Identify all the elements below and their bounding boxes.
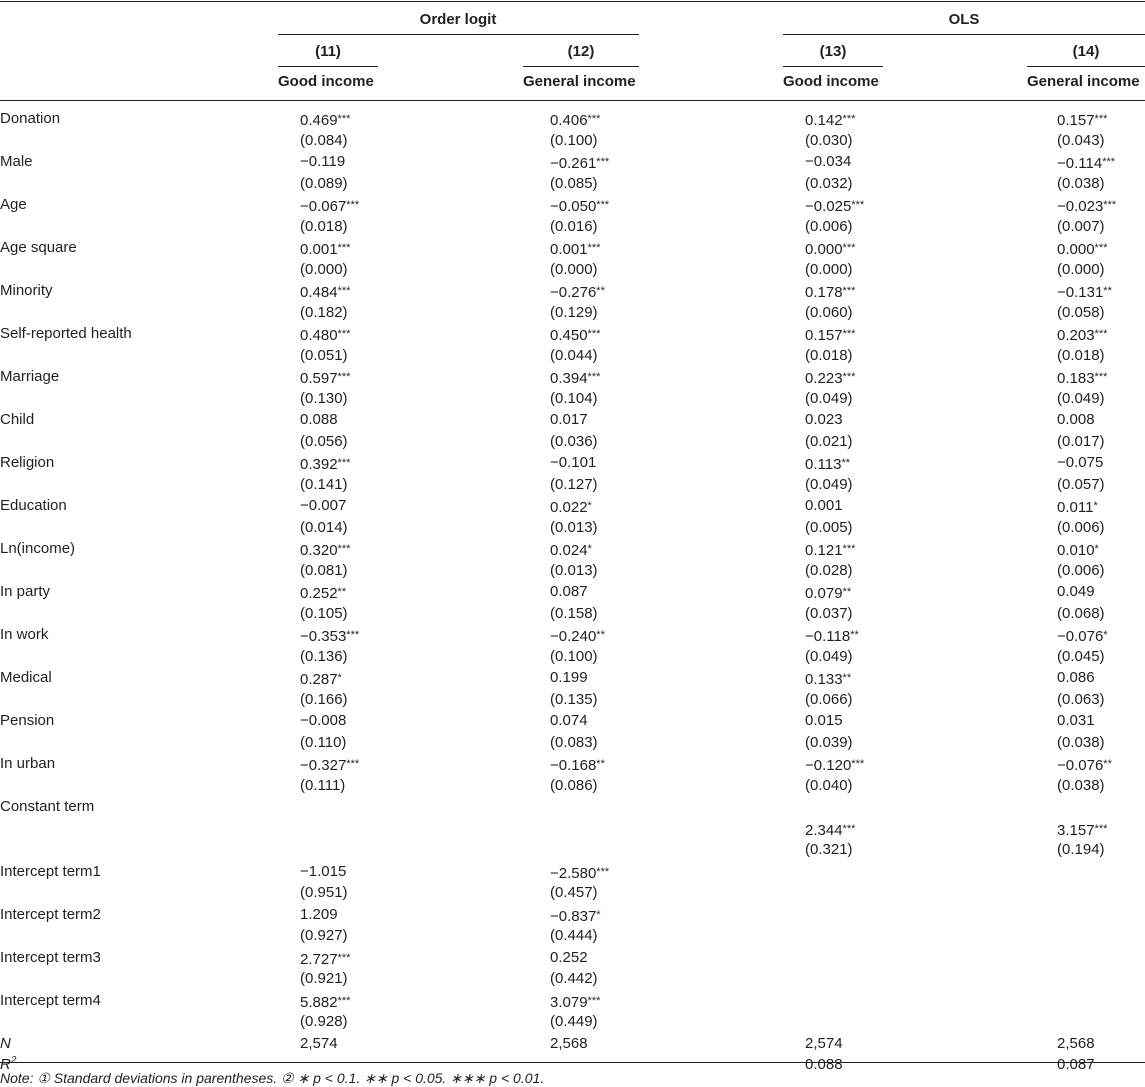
table-row — [0, 560, 1145, 582]
significance-stars: *** — [842, 543, 856, 555]
cell-col14: (0.058) — [1057, 303, 1105, 321]
table-row — [0, 753, 1145, 775]
cell-col13: (0.040) — [805, 776, 853, 794]
cell-col14: 0.049 — [1057, 583, 1095, 600]
cell-col12: −0.261*** — [550, 155, 610, 172]
cell-col12: 3.079*** — [550, 993, 601, 1011]
significance-stars: *** — [337, 371, 351, 383]
table-row — [0, 388, 1145, 410]
table-row — [0, 302, 1145, 324]
row-label: Intercept term2 — [0, 905, 101, 923]
significance-stars: ** — [841, 457, 850, 469]
table-row — [0, 130, 1145, 152]
row-label: In party — [0, 583, 51, 600]
cell-col11: (0.111) — [300, 776, 346, 794]
significance-stars: ** — [337, 586, 347, 598]
significance-stars: *** — [851, 199, 865, 211]
row-label: Minority — [0, 282, 53, 299]
cell-col14: (0.006) — [1057, 518, 1105, 536]
cell-col12: (0.100) — [550, 647, 598, 665]
cell-col11: (0.182) — [300, 303, 348, 321]
table-row — [0, 925, 1145, 947]
table-row — [0, 366, 1145, 388]
cell-col11: (0.141) — [300, 475, 348, 493]
table-row — [0, 108, 1145, 130]
significance-stars: *** — [337, 113, 351, 125]
cell-col12: 0.087 — [550, 583, 588, 600]
cell-col11: (0.110) — [300, 733, 347, 751]
cell-col12: (0.000) — [550, 260, 598, 278]
significance-stars: * — [596, 908, 601, 921]
row-label: In work — [0, 626, 49, 643]
significance-stars: *** — [587, 994, 601, 1007]
cell-col12: −0.240** — [550, 628, 605, 645]
col12-rule — [523, 66, 639, 67]
cell-col14: (0.006) — [1057, 561, 1105, 579]
table-row — [0, 474, 1145, 496]
table-row — [0, 624, 1145, 646]
cell-col11: 0.320*** — [300, 542, 351, 559]
table-row — [0, 775, 1145, 797]
row-label: Intercept term3 — [0, 948, 101, 966]
row-label: Medical — [0, 669, 52, 686]
cell-col12: −0.101 — [550, 454, 597, 471]
table-row — [0, 259, 1145, 281]
cell-col11: 2.727*** — [300, 950, 351, 968]
table-row — [0, 1033, 1145, 1055]
cell-col13: (0.049) — [805, 647, 853, 665]
cell-col11: −0.353*** — [300, 628, 360, 645]
table-row — [0, 280, 1145, 302]
column-name-14: General income — [1027, 73, 1140, 90]
table-row — [0, 495, 1145, 517]
cell-col13: 0.178*** — [805, 284, 856, 301]
significance-stars: *** — [337, 994, 351, 1007]
cell-col12: −2.580*** — [550, 864, 610, 882]
cell-col14: 0.087 — [1057, 1056, 1095, 1073]
significance-stars: *** — [1094, 328, 1108, 340]
cell-col11: 0.088 — [300, 411, 338, 428]
cell-col14: (0.068) — [1057, 604, 1105, 622]
significance-stars: * — [337, 672, 342, 684]
cell-col11: 0.287* — [300, 671, 342, 688]
significance-stars: *** — [596, 199, 610, 211]
cell-col12: (0.449) — [550, 1013, 598, 1030]
cell-col14: 2,568 — [1057, 1034, 1095, 1052]
cell-col14: −0.075 — [1057, 454, 1104, 471]
significance-stars: *** — [851, 758, 865, 770]
row-label-superscript: 2 — [10, 1055, 17, 1066]
cell-col14: (0.045) — [1057, 647, 1105, 665]
row-label: Religion — [0, 454, 55, 471]
cell-col12: (0.100) — [550, 131, 598, 149]
table-row — [0, 882, 1145, 904]
significance-stars: *** — [1094, 113, 1108, 125]
cell-col11: (0.056) — [300, 432, 348, 450]
cell-col11: −1.015 — [300, 862, 347, 880]
cell-col14: (0.194) — [1057, 841, 1105, 858]
cell-col14: 0.008 — [1057, 411, 1095, 428]
table-row — [0, 409, 1145, 431]
table-row — [0, 904, 1145, 926]
cell-col13: (0.049) — [805, 389, 853, 407]
col11-rule — [278, 66, 378, 67]
table-row — [0, 345, 1145, 367]
cell-col13: (0.030) — [805, 131, 853, 149]
cell-col11: −0.008 — [300, 712, 347, 729]
cell-col13: 0.001 — [805, 497, 843, 514]
cell-col13: 0.223*** — [805, 370, 856, 387]
cell-col13: −0.118** — [805, 628, 859, 645]
cell-col11: (0.105) — [300, 604, 348, 622]
cell-col14: (0.049) — [1057, 389, 1105, 407]
significance-stars: *** — [1094, 371, 1108, 383]
significance-stars: *** — [587, 371, 601, 383]
cell-col11: 2,574 — [300, 1034, 338, 1052]
table-row — [0, 861, 1145, 883]
cell-col13: (0.000) — [805, 260, 853, 278]
header-bottom-rule — [0, 100, 1145, 101]
table-row — [0, 990, 1145, 1012]
cell-col12: (0.036) — [550, 432, 598, 450]
cell-col11: 1.209 — [300, 905, 338, 923]
cell-col13: 0.088 — [805, 1056, 843, 1073]
table-row — [0, 732, 1145, 754]
cell-col13: (0.321) — [805, 841, 853, 858]
significance-stars: *** — [587, 113, 601, 125]
cell-col11: (0.000) — [300, 260, 348, 278]
cell-col13: (0.032) — [805, 174, 853, 192]
row-label: Self-reported health — [0, 325, 132, 342]
cell-col11: −0.007 — [300, 497, 347, 514]
significance-stars: ** — [596, 285, 605, 297]
row-label: Child — [0, 411, 35, 428]
significance-stars: *** — [1094, 822, 1108, 835]
cell-col11: (0.089) — [300, 174, 348, 192]
cell-col14: (0.063) — [1057, 690, 1105, 708]
significance-stars: *** — [1102, 156, 1116, 168]
cell-col13: −0.120*** — [805, 757, 865, 774]
significance-stars: * — [1094, 543, 1099, 555]
table-row — [0, 646, 1145, 668]
significance-stars: *** — [337, 457, 351, 469]
significance-stars: ** — [842, 672, 852, 684]
cell-col12: 0.022* — [550, 499, 592, 516]
table-row — [0, 323, 1145, 345]
cell-col14: −0.076** — [1057, 757, 1112, 774]
cell-col14: 0.010* — [1057, 542, 1099, 559]
significance-stars: *** — [596, 865, 610, 878]
cell-col12: (0.127) — [550, 475, 598, 493]
cell-col13: 0.079** — [805, 585, 852, 602]
significance-stars: ** — [850, 629, 859, 641]
cell-col12: −0.168** — [550, 757, 605, 774]
significance-stars: *** — [587, 242, 601, 254]
cell-col11: (0.136) — [300, 647, 348, 665]
significance-stars: *** — [346, 629, 360, 641]
cell-col13: (0.049) — [805, 475, 853, 493]
row-label: Constant term — [0, 798, 95, 815]
cell-col12: 0.001*** — [550, 241, 601, 258]
cell-col11: −0.119 — [300, 153, 346, 170]
significance-stars: * — [587, 543, 592, 555]
cell-col12: (0.457) — [550, 884, 598, 901]
cell-col13: (0.018) — [805, 346, 853, 364]
significance-stars: *** — [1103, 199, 1117, 211]
cell-col13: (0.060) — [805, 303, 853, 321]
table-row — [0, 947, 1145, 969]
cell-col11: −0.067*** — [300, 198, 360, 215]
cell-col12: (0.086) — [550, 776, 598, 794]
cell-col12: 0.450*** — [550, 327, 601, 344]
significance-stars: *** — [346, 758, 360, 770]
cell-col13: 0.121*** — [805, 542, 856, 559]
significance-stars: *** — [346, 199, 360, 211]
cell-col11: (0.084) — [300, 131, 348, 149]
significance-stars: *** — [337, 328, 351, 340]
significance-stars: ** — [596, 629, 605, 641]
table-note: Note: ① Standard deviations in parentheses. ② ∗ p < 0.1. ∗∗ p < 0.05. ∗∗∗ p < 0.01. — [0, 1070, 545, 1086]
cell-col11: (0.951) — [300, 884, 348, 901]
table-row — [0, 796, 1145, 818]
table-row — [0, 689, 1145, 711]
cell-col11: 5.882*** — [300, 993, 351, 1011]
cell-col13: (0.039) — [805, 733, 853, 751]
cell-col11: (0.014) — [300, 518, 348, 536]
table-row — [0, 538, 1145, 560]
column-number-13: (13) — [819, 43, 847, 60]
significance-stars: *** — [842, 328, 856, 340]
column-number-12: (12) — [567, 43, 595, 60]
table-row — [0, 839, 1145, 861]
table-row — [0, 710, 1145, 732]
row-label: Age square — [0, 239, 77, 256]
cell-col12: (0.158) — [550, 604, 598, 622]
cell-col12: 0.406*** — [550, 112, 601, 129]
cell-col13: −0.034 — [805, 153, 852, 170]
cell-col14: (0.007) — [1057, 217, 1105, 235]
cell-col11: 0.392*** — [300, 456, 351, 473]
table-row — [0, 173, 1145, 195]
cell-col13: (0.006) — [805, 217, 853, 235]
cell-col11: 0.469*** — [300, 112, 351, 129]
cell-col13: 0.157*** — [805, 327, 856, 344]
significance-stars: * — [1103, 629, 1108, 641]
cell-col13: (0.066) — [805, 690, 853, 708]
cell-col11: 0.484*** — [300, 284, 351, 301]
cell-col14: 3.157*** — [1057, 821, 1108, 839]
column-name-13: Good income — [783, 73, 879, 90]
significance-stars: ** — [1103, 758, 1112, 770]
table-row — [0, 581, 1145, 603]
cell-col14: (0.043) — [1057, 131, 1105, 149]
cell-col11: (0.921) — [300, 970, 348, 987]
significance-stars: ** — [596, 758, 605, 770]
col13-rule — [783, 66, 883, 67]
cell-col14: (0.038) — [1057, 776, 1105, 794]
row-label: Donation — [0, 110, 61, 127]
cell-col11: (0.018) — [300, 217, 348, 235]
cell-col13: 0.015 — [805, 712, 843, 729]
table-row — [0, 603, 1145, 625]
row-label: Marriage — [0, 368, 60, 385]
table-row — [0, 667, 1145, 689]
cell-col12: 0.024* — [550, 542, 592, 559]
cell-col12: 0.199 — [550, 669, 588, 686]
table-row — [0, 818, 1145, 840]
significance-stars: *** — [842, 242, 856, 254]
cell-col12: (0.135) — [550, 690, 598, 708]
cell-col14: 0.031 — [1057, 712, 1095, 729]
cell-col13: 0.113** — [805, 456, 850, 473]
row-label: Intercept term1 — [0, 862, 101, 880]
significance-stars: *** — [1094, 242, 1108, 254]
cell-col13: (0.037) — [805, 604, 853, 622]
table-row — [0, 452, 1145, 474]
cell-col12: −0.050*** — [550, 198, 610, 215]
cell-col14: 0.086 — [1057, 669, 1095, 686]
row-label: Ln(income) — [0, 540, 76, 557]
table-row — [0, 237, 1145, 259]
col14-rule — [1027, 66, 1145, 67]
cell-col11: (0.927) — [300, 927, 348, 944]
cell-col12: (0.444) — [550, 927, 598, 944]
cell-col12: (0.085) — [550, 174, 598, 192]
cell-col14: 0.157*** — [1057, 112, 1108, 129]
cell-col14: −0.131** — [1057, 284, 1112, 301]
cell-col12: −0.837* — [550, 907, 601, 925]
top-rule — [0, 1, 1145, 2]
row-label: In urban — [0, 755, 56, 772]
cell-col12: (0.104) — [550, 389, 598, 407]
cell-col12: (0.013) — [550, 518, 598, 536]
table-row — [0, 517, 1145, 539]
cell-col12: (0.442) — [550, 970, 598, 987]
table-row — [0, 431, 1145, 453]
cell-col14: (0.038) — [1057, 174, 1105, 192]
cell-col14: 0.000*** — [1057, 241, 1108, 258]
cell-col12: 2,568 — [550, 1034, 588, 1052]
cell-col13: 2.344*** — [805, 821, 856, 839]
cell-col13: −0.025*** — [805, 198, 865, 215]
significance-stars: *** — [842, 113, 856, 125]
group-title-ols: OLS — [948, 11, 980, 28]
table-row — [0, 216, 1145, 238]
cell-col13: (0.005) — [805, 518, 853, 536]
order-logit-rule — [278, 34, 639, 35]
table-row — [0, 968, 1145, 990]
cell-col12: (0.083) — [550, 733, 598, 751]
cell-col12: 0.074 — [550, 712, 588, 729]
cell-col11: −0.327*** — [300, 757, 360, 774]
row-label: Pension — [0, 712, 55, 729]
cell-col13: (0.028) — [805, 561, 853, 579]
cell-col11: 0.252** — [300, 585, 347, 602]
significance-stars: *** — [842, 822, 856, 835]
cell-col11: 0.001*** — [300, 241, 351, 258]
cell-col12: 0.252 — [550, 948, 588, 966]
significance-stars: * — [1093, 500, 1098, 512]
cell-col11: 0.480*** — [300, 327, 351, 344]
cell-col11: 0.597*** — [300, 370, 351, 387]
cell-col14: 0.011* — [1057, 499, 1098, 516]
cell-col11: (0.130) — [300, 389, 348, 407]
table-row — [0, 194, 1145, 216]
group-title-order-logit: Order logit — [419, 11, 497, 28]
cell-col12: 0.017 — [550, 411, 588, 428]
cell-col13: 0.142*** — [805, 112, 856, 129]
cell-col13: 2,574 — [805, 1034, 843, 1052]
cell-col11: (0.081) — [300, 561, 348, 579]
significance-stars: ** — [842, 586, 852, 598]
cell-col13: 0.023 — [805, 411, 843, 428]
cell-col13: 0.133** — [805, 671, 852, 688]
cell-col14: 0.183*** — [1057, 370, 1108, 387]
ols-rule — [783, 34, 1145, 35]
cell-col12: (0.013) — [550, 561, 598, 579]
cell-col12: −0.276** — [550, 284, 605, 301]
significance-stars: *** — [842, 371, 856, 383]
cell-col14: −0.114*** — [1057, 155, 1116, 172]
significance-stars: *** — [337, 242, 351, 254]
row-label: $R^2$ — [0, 1055, 17, 1073]
cell-col11: (0.051) — [300, 346, 348, 364]
cell-col12: 0.394*** — [550, 370, 601, 387]
column-number-11: (11) — [315, 43, 341, 60]
row-label: Male — [0, 153, 33, 170]
significance-stars: *** — [337, 951, 351, 964]
column-name-11: Good income — [278, 73, 374, 90]
cell-col14: (0.038) — [1057, 733, 1105, 751]
cell-col14: (0.018) — [1057, 346, 1105, 364]
row-label: Education — [0, 497, 67, 514]
significance-stars: *** — [842, 285, 856, 297]
cell-col12: (0.044) — [550, 346, 598, 364]
cell-col14: −0.023*** — [1057, 198, 1117, 215]
cell-col12: (0.016) — [550, 217, 598, 235]
cell-col14: (0.000) — [1057, 260, 1105, 278]
cell-col14: (0.057) — [1057, 475, 1105, 493]
table-row — [0, 151, 1145, 173]
row-label: Intercept term4 — [0, 991, 101, 1009]
significance-stars: *** — [337, 543, 351, 555]
significance-stars: *** — [337, 285, 351, 297]
cell-col14: −0.076* — [1057, 628, 1108, 645]
significance-stars: * — [587, 500, 592, 512]
cell-col12: (0.129) — [550, 303, 598, 321]
cell-col14: (0.017) — [1057, 432, 1105, 450]
cell-col11: (0.166) — [300, 690, 348, 708]
significance-stars: *** — [596, 156, 610, 168]
row-label: N — [0, 1034, 11, 1052]
cell-col13: (0.021) — [805, 432, 853, 450]
table-row — [0, 1011, 1145, 1033]
column-name-12: General income — [523, 73, 636, 90]
significance-stars: ** — [1103, 285, 1112, 297]
significance-stars: *** — [587, 328, 601, 340]
cell-col11: (0.928) — [300, 1013, 348, 1030]
column-number-14: (14) — [1072, 43, 1100, 60]
cell-col13: 0.000*** — [805, 241, 856, 258]
cell-col14: 0.203*** — [1057, 327, 1108, 344]
row-label: Age — [0, 196, 27, 213]
